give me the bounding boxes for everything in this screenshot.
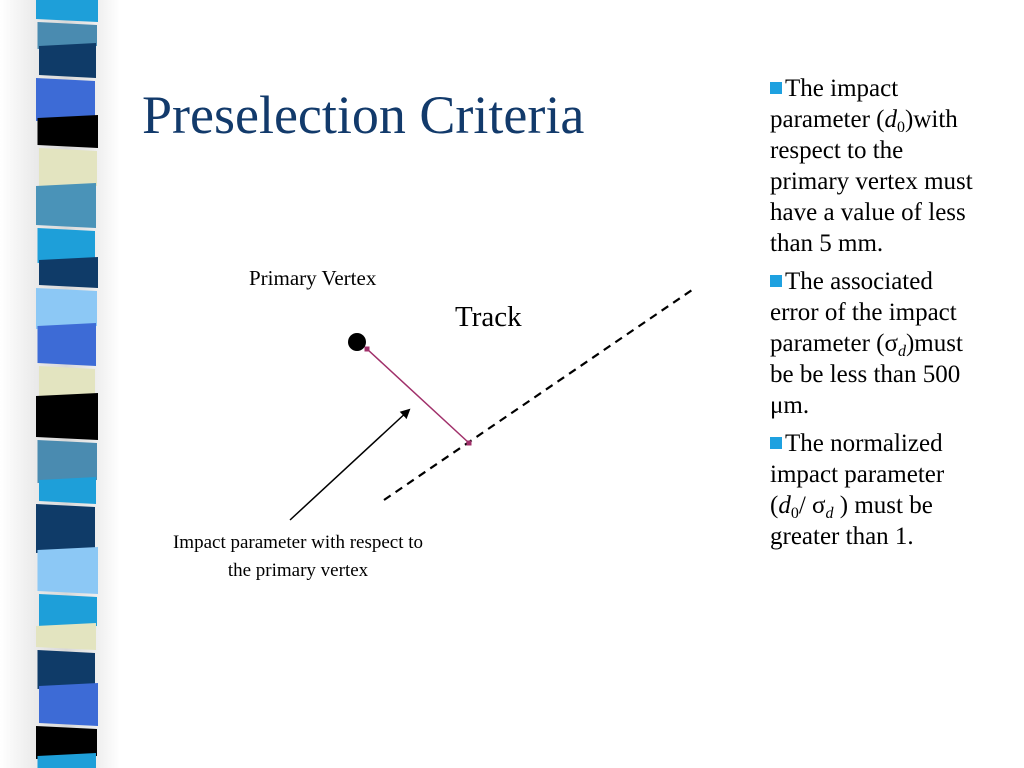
track-line (384, 290, 692, 500)
bullet-text: / σ (798, 492, 826, 519)
bullet-text: The impact parameter ( (770, 75, 899, 133)
primary-vertex-dot (348, 333, 366, 351)
subscript: 0 (790, 505, 799, 522)
page-title: Preselection Criteria (142, 85, 585, 145)
impact-parameter-caption: Impact parameter with respect to the primary vertex (172, 532, 424, 581)
symbol-d: d (778, 492, 791, 519)
bullet-text: )must be be less than 500 μm. (770, 330, 963, 419)
pointer-arrow (290, 410, 409, 520)
primary-vertex-label: Primary Vertex (249, 266, 377, 290)
bullet-text: )with respect to the primary vertex must have a value of less than 5 mm. (770, 106, 973, 257)
bullet-text: The normalized impact parameter ( (770, 430, 945, 519)
subscript: 0 (897, 119, 906, 136)
track-label: Track (455, 301, 522, 333)
subscript: d (825, 505, 834, 522)
symbol-d: d (884, 106, 898, 133)
bullet-text: ) must be greater than 1. (770, 492, 933, 550)
subscript: d (897, 343, 906, 360)
bullet-text: The associated error of the impact parameter (σ (770, 268, 957, 357)
impact-parameter-line (367, 349, 469, 443)
vertex-endpoint-marker (365, 347, 370, 352)
track-endpoint-marker (467, 441, 472, 446)
